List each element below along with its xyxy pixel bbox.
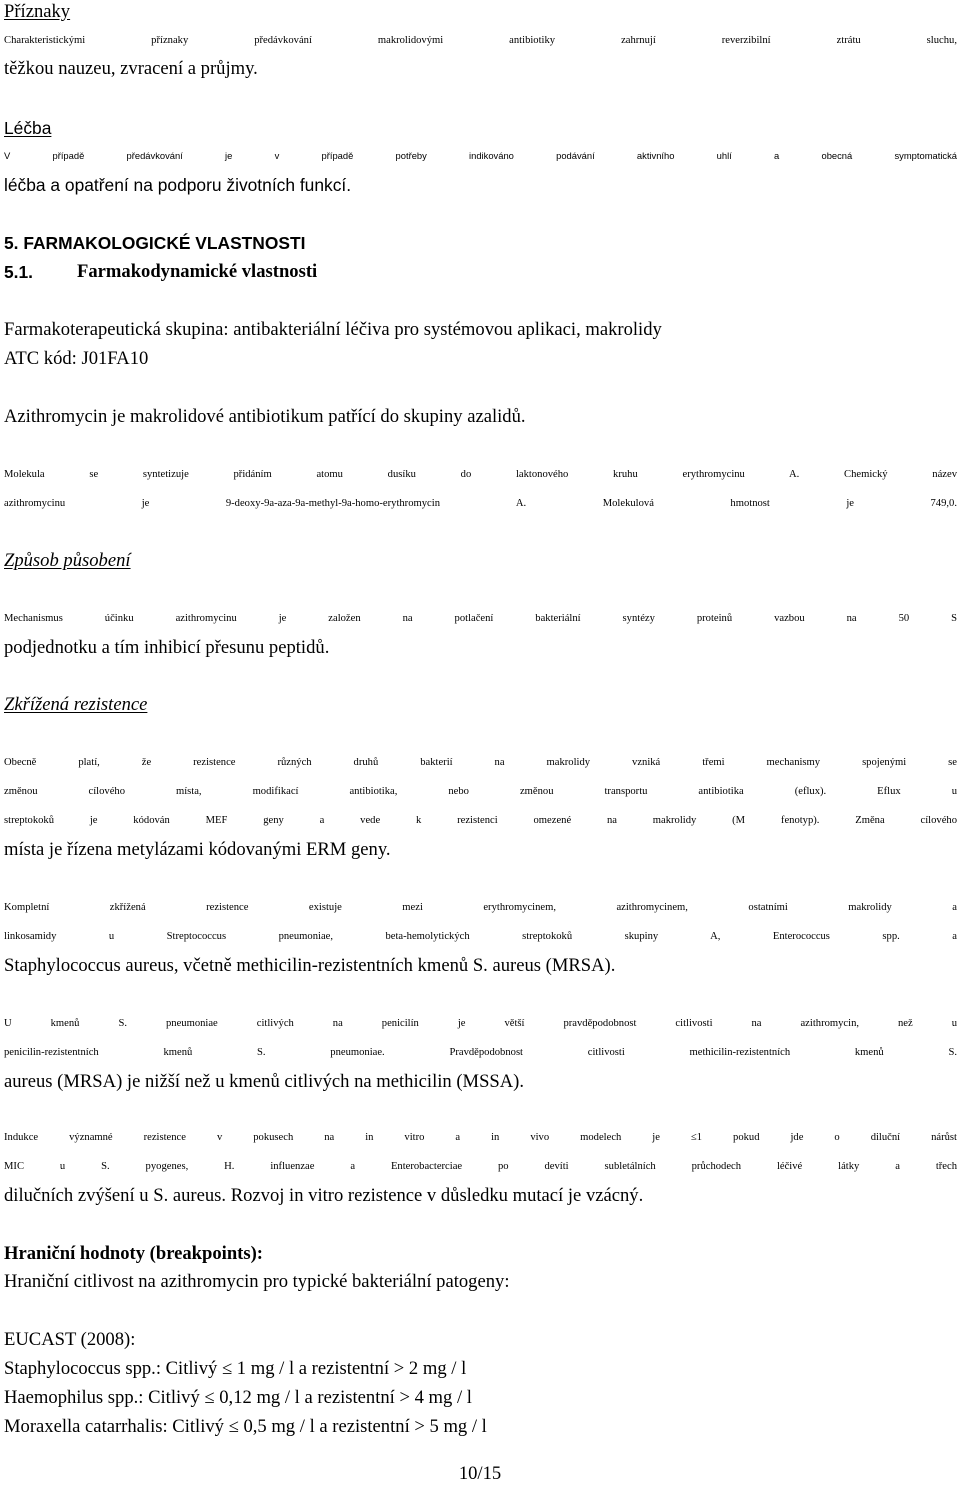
resistance-p1-line-1: Obecně platí, že rezistence různých druhů bakterií na makrolidy vzniká třemi mechanismy spojenými se [4,757,957,768]
lecba-text-line-2: léčba a opatření na podporu životních funkcí. [4,175,352,195]
resistance-p1-line-4: místa je řízena metylázami kódovanými ERM geny. [4,839,391,860]
lecba-text-line-1: V případě předávkování je v případě potřeby indikováno podávání aktivního uhlí a obecná symptomatická [4,150,957,161]
resistance-p2-line-2: linkosamidy u Streptococcus pneumoniae, beta-hemolytických streptokoků skupiny A, Enterococcus spp. a [4,931,957,942]
resistance-p3-line-2: penicilin-rezistentních kmenů S. pneumoniae. Pravděpodobnost citlivosti methicilin-rezistentních kmenů S. [4,1047,957,1058]
resistance-p2-line-3: Staphylococcus aureus, včetně methicilin-rezistentních kmenů S. aureus (MRSA). [4,955,616,976]
section-5-heading: 5. FARMAKOLOGICKÉ VLASTNOSTI [4,233,306,253]
resistance-p3-line-1: U kmenů S. pneumoniae citlivých na penicilín je větší pravděpodobnost citlivosti na azithromycin, než u [4,1018,957,1029]
breakpoint-haemophilus: Haemophilus spp.: Citlivý ≤ 0,12 mg / l a rezistentní > 4 mg / l [4,1387,472,1408]
mechanism-text-line-1: Mechanismus účinku azithromycinu je založen na potlačení bakteriální syntézy proteinů vazbou na 50 S [4,613,957,624]
pharmacotherapeutic-group: Farmakoterapeutická skupina: antibakteriální léčiva pro systémovou aplikaci, makrolidy [4,319,662,340]
priznaky-text-line-2: těžkou nauzeu, zvracení a průjmy. [4,58,258,79]
atc-code: ATC kód: J01FA10 [4,348,149,369]
mechanism-text-line-2: podjednotku a tím inhibicí přesunu peptidů. [4,637,330,658]
eucast-label: EUCAST (2008): [4,1329,136,1350]
breakpoint-moraxella: Moraxella catarrhalis: Citlivý ≤ 0,5 mg / l a rezistentní > 5 mg / l [4,1416,487,1437]
mechanism-heading: Způsob působení [4,550,131,571]
section-5-1-title: Farmakodynamické vlastnosti [77,261,318,282]
azalide-description: Azithromycin je makrolidové antibiotikum patřící do skupiny azalidů. [4,406,526,427]
breakpoint-staphylococcus: Staphylococcus spp.: Citlivý ≤ 1 mg / l a rezistentní > 2 mg / l [4,1358,467,1379]
section-5-1-number: 5.1. [4,262,34,282]
resistance-p1-line-2: změnou cílového místa, modifikací antibiotika, nebo změnou transportu antibiotika (eflux). Eflux u [4,786,957,797]
breakpoints-heading: Hraniční hodnoty (breakpoints): [4,1243,263,1264]
resistance-p3-line-3: aureus (MRSA) je nižší než u kmenů citlivých na methicilin (MSSA). [4,1071,525,1092]
cross-resistance-heading: Zkřížená rezistence [4,694,148,715]
priznaky-text-line-1: Charakteristickými příznaky předávkování makrolidovými antibiotiky zahrnují reverzibilní ztrátu sluchu, [4,35,957,46]
priznaky-heading: Příznaky [4,1,71,22]
molecule-text-line-1: Molekula se syntetizuje přidáním atomu dusíku do laktonového kruhu erythromycinu A. Chemický název [4,469,957,480]
molecule-text-line-2: azithromycinu je 9-deoxy-9a-aza-9a-methyl-9a-homo-erythromycin A. Molekulová hmotnost je 749,0. [4,498,957,509]
resistance-p1-line-3: streptokoků je kódován MEF geny a vede k rezistenci omezené na makrolidy (M fenotyp). Změna cílového [4,815,957,826]
lecba-heading: Léčba [4,118,52,138]
resistance-p4-line-3: dilučních zvýšení u S. aureus. Rozvoj in vitro rezistence v důsledku mutací je vzácný. [4,1185,644,1206]
breakpoints-intro: Hraniční citlivost na azithromycin pro typické bakteriální patogeny: [4,1271,510,1292]
resistance-p4-line-1: Indukce významné rezistence v pokusech na in vitro a in vivo modelech je ≤1 pokud jde o diluční nárůst [4,1132,957,1143]
resistance-p2-line-1: Kompletní zkřížená rezistence existuje mezi erythromycinem, azithromycinem, ostatními makrolidy a [4,902,957,913]
resistance-p4-line-2: MIC u S. pyogenes, H. influenzae a Enterobacterciae po devíti subletálních průchodech léčivé látky a třech [4,1161,957,1172]
page-number: 10/15 [458,1463,502,1484]
